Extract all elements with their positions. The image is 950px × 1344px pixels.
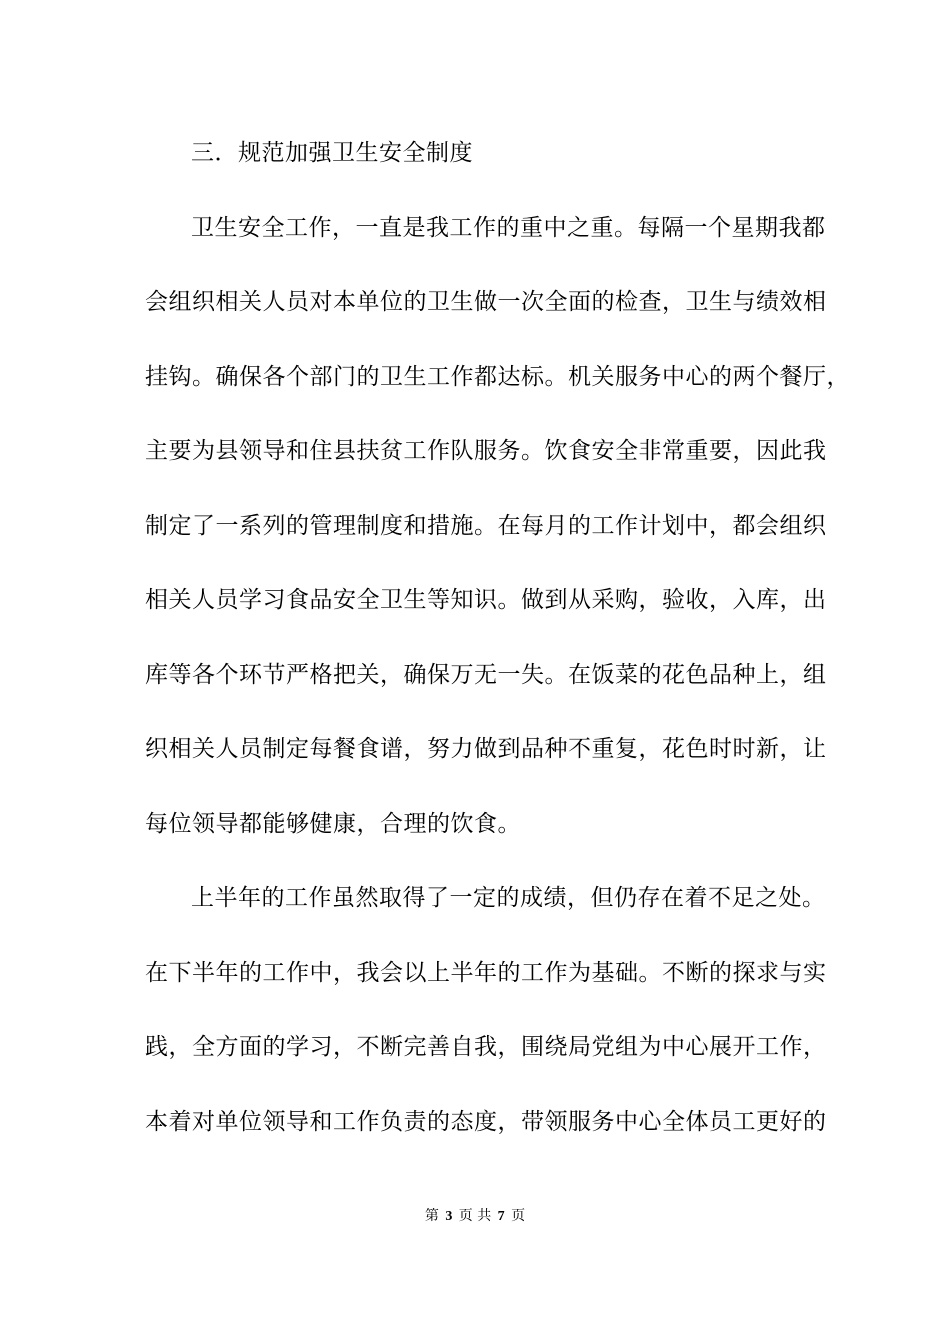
footer-suffix: 页 bbox=[511, 1208, 526, 1224]
paragraph-line: 织相关人员制定每餐食谱，努力做到品种不重复，花色时时新，让 bbox=[145, 736, 827, 762]
paragraph-line: 会组织相关人员对本单位的卫生做一次全面的检查，卫生与绩效相 bbox=[145, 289, 827, 315]
paragraph-line: 主要为县领导和住县扶贫工作队服务。饮食安全非常重要，因此我 bbox=[145, 438, 827, 464]
paragraph-line: 相关人员学习食品安全卫生等知识。做到从采购，验收，入库，出 bbox=[145, 587, 827, 613]
paragraph-line: 本着对单位领导和工作负责的态度，带领服务中心全体员工更好的 bbox=[145, 1109, 827, 1135]
section-heading: 三．规范加强卫生安全制度 bbox=[191, 140, 473, 166]
current-page-number: 3 bbox=[445, 1209, 453, 1224]
paragraph-line: 挂钩。确保各个部门的卫生工作都达标。机关服务中心的两个餐厅， bbox=[145, 364, 850, 390]
paragraph-line: 践，全方面的学习，不断完善自我，围绕局党组为中心展开工作， bbox=[145, 1034, 827, 1060]
paragraph-line: 每位领导都能够健康，合理的饮食。 bbox=[145, 811, 521, 837]
paragraph-line: 在下半年的工作中，我会以上半年的工作为基础。不断的探求与实 bbox=[145, 960, 827, 986]
footer-prefix: 第 bbox=[424, 1208, 439, 1224]
paragraph-line: 制定了一系列的管理制度和措施。在每月的工作计划中，都会组织 bbox=[145, 513, 827, 539]
total-page-count: 7 bbox=[497, 1209, 505, 1224]
footer-middle: 页 共 bbox=[458, 1208, 492, 1224]
paragraph-line: 卫生安全工作，一直是我工作的重中之重。每隔一个星期我都 bbox=[191, 215, 826, 241]
paragraph-line: 库等各个环节严格把关，确保万无一失。在饭菜的花色品种上，组 bbox=[145, 662, 827, 688]
paragraph-line: 上半年的工作虽然取得了一定的成绩，但仍存在着不足之处。 bbox=[191, 885, 826, 911]
page-footer bbox=[0, 1206, 950, 1227]
